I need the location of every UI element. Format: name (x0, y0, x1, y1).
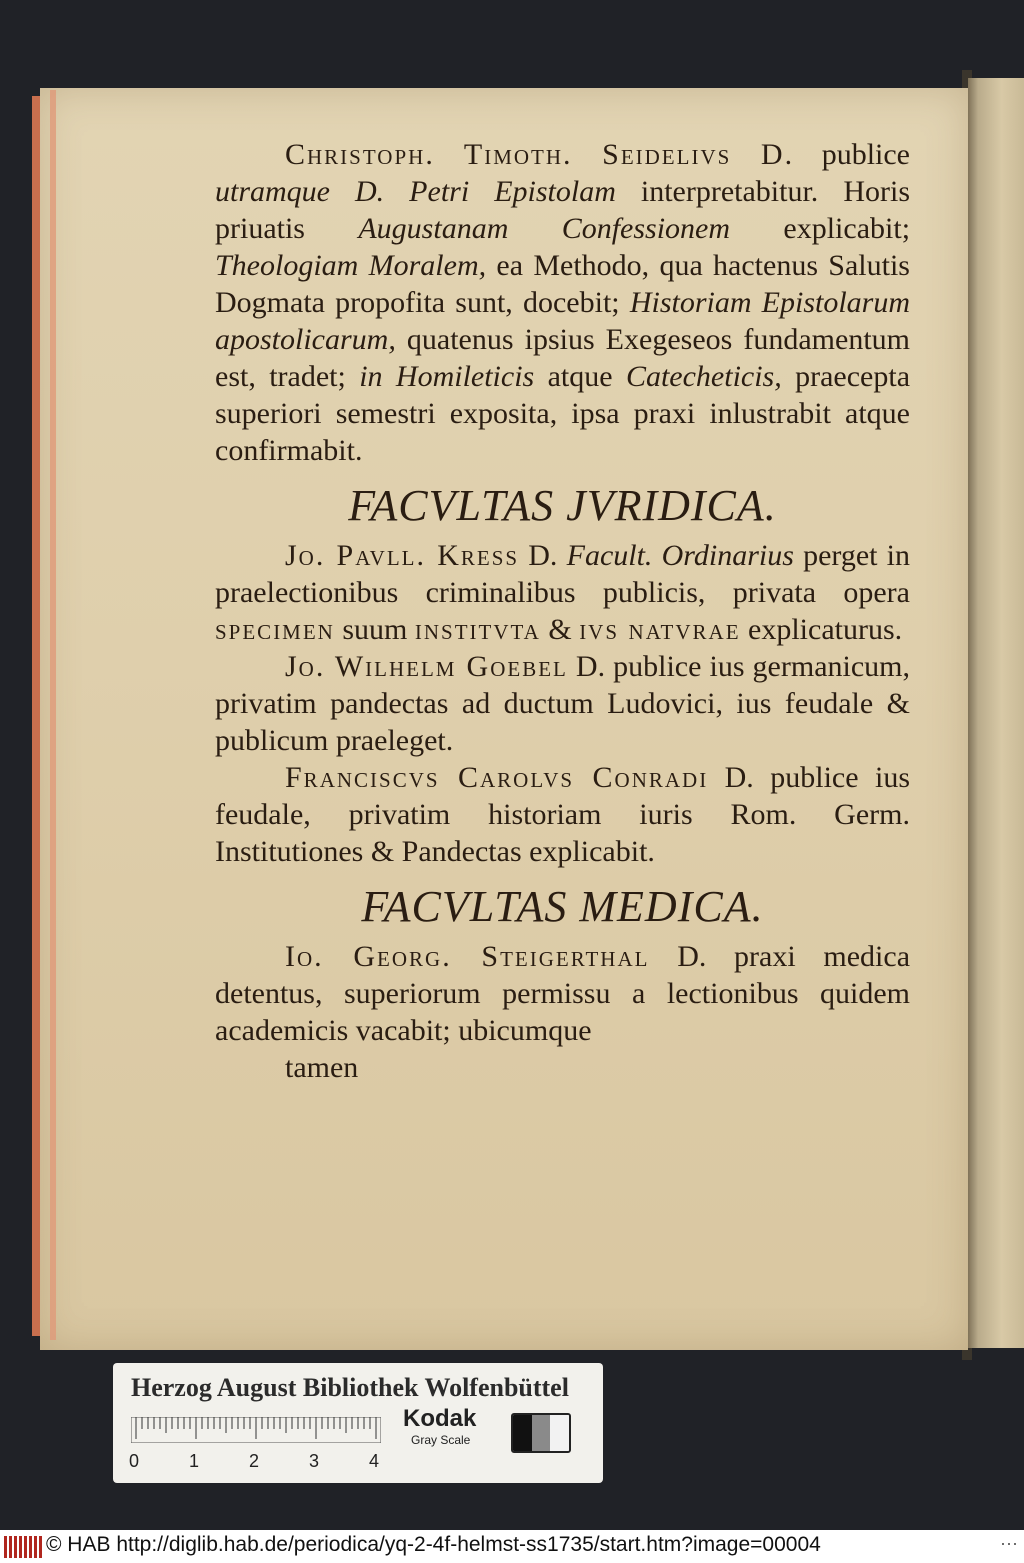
text: D. publice ius feudale, privatim historiam iuris Rom. Germ. Institutiones & Pandectas explicabit. (215, 761, 910, 868)
name-kress: Jo. Pavll. Kress (285, 539, 520, 572)
facing-page-edge (968, 78, 1024, 1348)
name-conradi: Franciscvs Carolvs Conradi (285, 761, 709, 794)
text: & (548, 613, 572, 646)
smallcaps-text: specimen (215, 613, 335, 646)
more-icon[interactable]: ··· (1000, 1533, 1018, 1553)
italic-text: Facult. Ordinarius (566, 539, 794, 572)
gray-swatches (511, 1413, 571, 1453)
swatch-white (550, 1415, 569, 1451)
italic-text: Augustanam Confessionem (358, 212, 731, 245)
italic-text: Theologiam Moralem, (215, 249, 487, 282)
paragraph-steigerthal (215, 938, 910, 1049)
ruler-number: 1 (189, 1451, 200, 1471)
library-color-label (113, 1363, 603, 1483)
text: praecepta superiori semestri exposita, ipsa praxi inlustrabit atque confirmabit. (215, 360, 911, 467)
footer-bar (0, 1530, 1024, 1563)
text: atque (547, 360, 613, 393)
footer-url-link[interactable]: © HAB http://diglib.hab.de/periodica/yq-2-4f-helmst-ss1735/start.htm?image=00004 (46, 1533, 821, 1556)
page-text (215, 136, 910, 1086)
text: explicabit; (783, 212, 911, 245)
swatch-gray (532, 1415, 551, 1451)
italic-text: Historiam Epistolarum apostolicarum, (215, 286, 911, 356)
paragraph-conradi (215, 759, 910, 870)
catchword: tamen (285, 1051, 359, 1084)
heading-facultas-juridica: FACVLTAS JVRIDICA. (348, 481, 777, 530)
page-inner-edge (50, 90, 56, 1340)
name-steigerthal: Io. Georg. Steigerthal (285, 940, 650, 973)
library-name: Herzog August Bibliothek Wolfenbüttel (131, 1373, 569, 1402)
italic-text: in Homileticis (359, 360, 535, 393)
paragraph-seidel (215, 136, 910, 469)
paragraph-goebel (215, 648, 910, 759)
name-seidel: Christoph. Timoth. Seidelivs D. (285, 138, 795, 171)
ruler-number: 4 (369, 1451, 380, 1471)
paragraph-kress (215, 537, 910, 648)
text: D. publice ius germanicum, privatim pandectas ad ductum Ludovici, ius feudale & publicum praeleget. (215, 650, 911, 757)
text: D. (528, 539, 558, 572)
ruler-scale (131, 1417, 381, 1443)
text: perget in praelectionibus criminalibus publicis, privata opera (215, 539, 911, 609)
text: interpretabitur. Horis priuatis (215, 175, 910, 245)
ruler-number: 0 (129, 1451, 140, 1471)
text: publice (821, 138, 910, 171)
swatch-black (513, 1415, 532, 1451)
kodak-logo: Kodak (403, 1405, 477, 1432)
heading-facultas-medica: FACVLTAS MEDICA. (361, 882, 764, 931)
italic-text: utramque D. Petri Epistolam (215, 175, 616, 208)
smallcaps-text: ivs natvrae (579, 613, 741, 646)
ruler-number: 3 (309, 1451, 320, 1471)
text: quatenus ipsius Exegeseos fundamentum est, tradet; (215, 323, 910, 393)
smallcaps-text: institvta (414, 613, 541, 646)
gray-scale-label: Gray Scale (411, 1433, 471, 1447)
ruler-number: 2 (249, 1451, 260, 1471)
text: D. praxi medica detentus, superiorum permissu a lectionibus quidem academicis vacabit; ubicumque (215, 940, 911, 1047)
italic-text: Catecheticis, (625, 360, 782, 393)
name-goebel: Jo. Wilhelm Goebel (285, 650, 568, 683)
text: suum (342, 613, 408, 646)
hab-logo-icon (4, 1536, 42, 1558)
text: explicaturus. (748, 613, 903, 646)
text: ea Methodo, qua hactenus Salutis Dogmata propofita sunt, docebit; (215, 249, 910, 319)
